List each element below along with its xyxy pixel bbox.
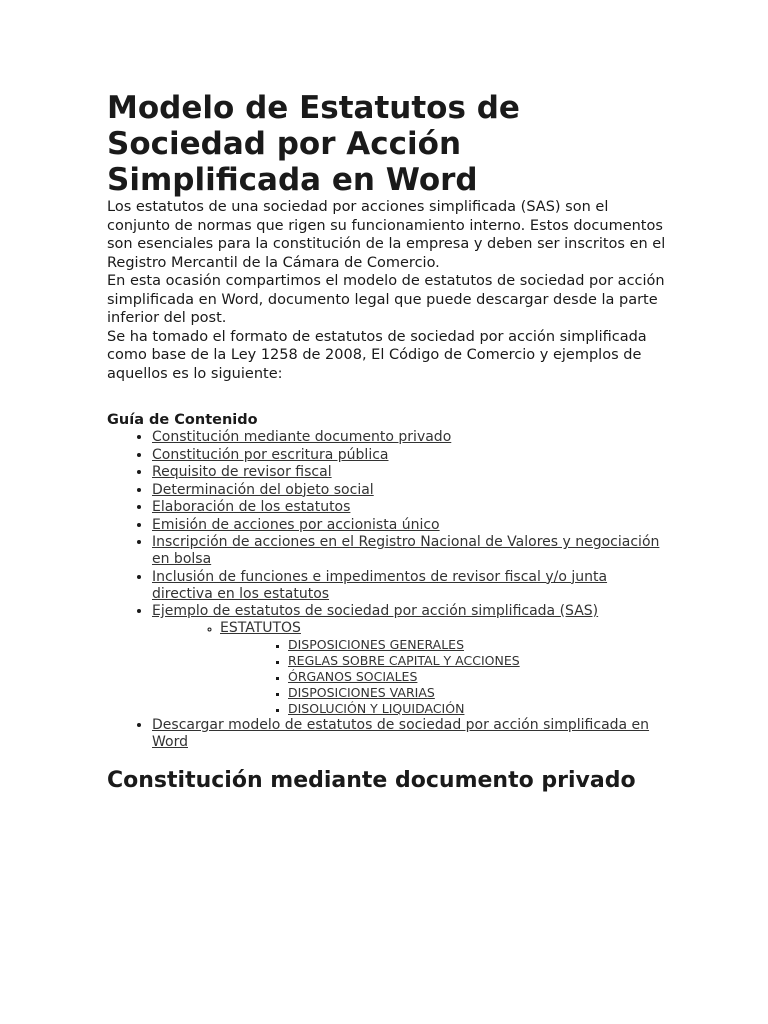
toc-link-disolucion-liquidacion[interactable]: DISOLUCIÓN Y LIQUIDACIÓN <box>288 701 465 716</box>
table-of-contents <box>107 429 667 751</box>
toc-item <box>152 534 667 568</box>
toc-link-organos-sociales[interactable]: ÓRGANOS SOCIALES <box>288 669 418 684</box>
toc-item <box>152 603 667 717</box>
document-content <box>107 90 667 795</box>
toc-subsubitem <box>288 669 667 685</box>
toc-subsubitem <box>288 701 667 717</box>
toc-item <box>152 447 667 464</box>
toc-item <box>152 569 667 603</box>
toc-subsublist <box>220 637 667 717</box>
toc-link-objeto-social[interactable]: Determinación del objeto social <box>152 481 374 498</box>
occasion-paragraph: En esta ocasión compartimos el modelo de estatutos de sociedad por acción simplificada en Word, documento legal que puede descargar desde la parte inferior del post. <box>107 273 665 326</box>
toc-link-inscripcion-acciones[interactable]: Inscripción de acciones en el Registro Nacional de Valores y negociación en bolsa <box>152 534 660 567</box>
toc-subitem <box>220 620 667 717</box>
toc-link-ejemplo-estatutos[interactable]: Ejemplo de estatutos de sociedad por acción simplificada (SAS) <box>152 603 599 619</box>
basis-paragraph: Se ha tomado el formato de estatutos de sociedad por acción simplificada como base de la Ley 1258 de 2008, El Código de Comercio y ejemplos de aquellos es lo siguiente: <box>107 328 647 382</box>
toc-link-reglas-capital[interactable]: REGLAS SOBRE CAPITAL Y ACCIONES <box>288 653 520 668</box>
toc-link-requisito-revisor-fiscal[interactable]: Requisito de revisor fiscal <box>152 464 332 480</box>
toc-link-disposiciones-varias[interactable]: DISPOSICIONES VARIAS <box>288 685 435 700</box>
intro-paragraph: Los estatutos de una sociedad por acciones simplificada (SAS) son el conjunto de normas que rigen su funcionamiento interno. Estos documentos son esenciales para la constitución de la empresa y deben ser inscritos en el Registro Mercantil de la Cámara de Comercio. <box>107 199 666 271</box>
toc-link-constitucion-escritura-publica[interactable]: Constitución por escritura pública <box>152 446 389 463</box>
toc-item <box>152 464 667 481</box>
toc-sublist <box>152 620 667 717</box>
toc-item <box>152 499 667 516</box>
toc-link-elaboracion-estatutos[interactable]: Elaboración de los estatutos <box>152 499 351 515</box>
toc-subsubitem <box>288 637 667 653</box>
toc-item <box>152 482 667 499</box>
toc-link-constitucion-documento-privado[interactable]: Constitución mediante documento privado <box>152 429 452 445</box>
toc-item <box>152 429 667 446</box>
section-heading: Constitución mediante documento privado <box>107 768 636 793</box>
toc-link-estatutos[interactable]: ESTATUTOS <box>220 620 301 636</box>
document-title: Modelo de Estatutos de Sociedad por Acción Simplificada en Word <box>107 90 520 198</box>
toc-link-descargar-modelo[interactable]: Descargar modelo de estatutos de sociedad por acción simplificada en Word <box>152 717 650 750</box>
toc-link-emision-acciones[interactable]: Emisión de acciones por accionista único <box>152 516 440 533</box>
toc-link-inclusion-funciones[interactable]: Inclusión de funciones e impedimentos de revisor fiscal y/o junta directiva en los estatutos <box>152 568 608 602</box>
toc-link-disposiciones-generales[interactable]: DISPOSICIONES GENERALES <box>288 637 465 652</box>
toc-item <box>152 517 667 534</box>
toc-heading: Guía de Contenido <box>107 412 258 428</box>
toc-subsubitem <box>288 653 667 669</box>
toc-subsubitem <box>288 685 667 701</box>
toc-item <box>152 717 667 751</box>
